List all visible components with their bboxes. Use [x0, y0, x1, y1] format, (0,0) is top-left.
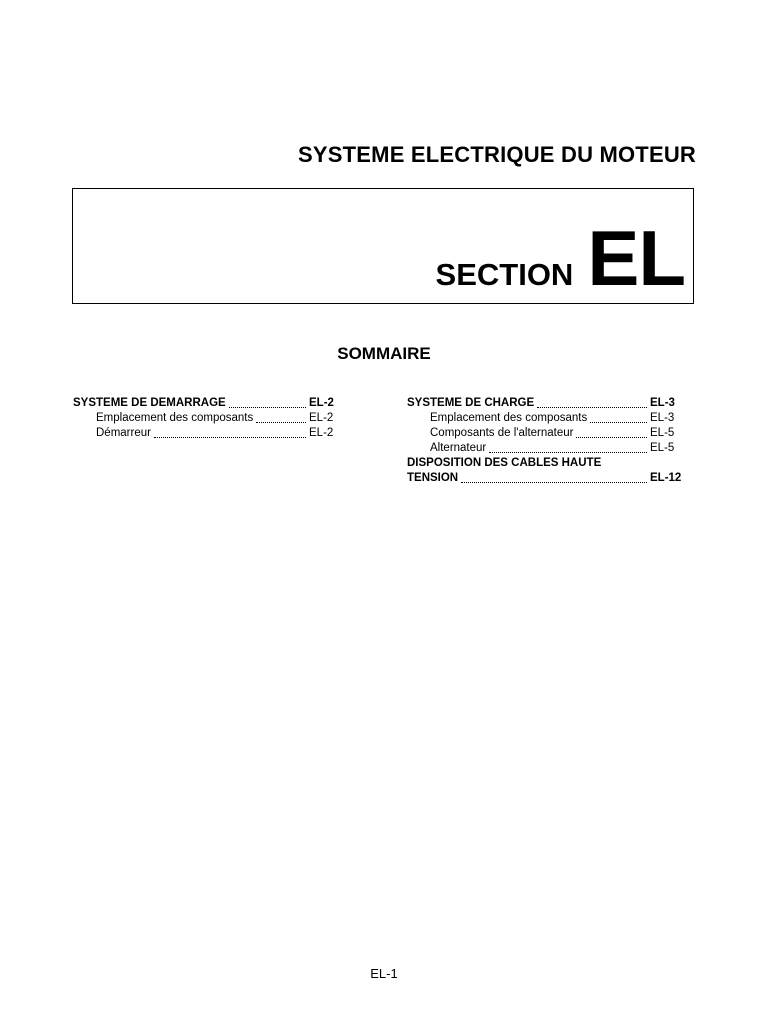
toc-entry-page: EL-12 [650, 472, 682, 484]
toc-leader-dots [154, 437, 306, 438]
toc-leader-dots [590, 422, 647, 423]
toc-entry-label: Emplacement des composants [430, 412, 588, 424]
toc-entry-line2 [407, 471, 686, 486]
toc-entry-label: SYSTEME DE CHARGE [407, 397, 535, 409]
toc-entry-wrapped[interactable] [407, 456, 686, 486]
main-title: SYSTEME ELECTRIQUE DU MOTEUR [298, 142, 696, 167]
toc-entry-label: Démarreur [96, 427, 151, 439]
toc-entry[interactable] [73, 396, 345, 411]
section-heading [435, 213, 685, 302]
toc-entry[interactable] [73, 411, 345, 426]
toc-entry-label: Composants de l'alternateur [430, 427, 574, 439]
toc-heading: SOMMAIRE [337, 344, 431, 363]
toc-leader-dots [256, 422, 306, 423]
toc-entry-page: EL-5 [650, 442, 675, 454]
toc-leader-dots [537, 407, 647, 408]
toc-entry-page: EL-2 [309, 427, 334, 439]
toc-entry[interactable] [407, 411, 686, 426]
toc-entry-page: EL-5 [650, 427, 675, 439]
toc-entry[interactable] [407, 426, 686, 441]
toc-entry-page: EL-2 [309, 397, 334, 409]
toc-entry-label: Emplacement des composants [96, 412, 254, 424]
toc-leader-dots [576, 437, 647, 438]
toc-entry[interactable] [73, 426, 345, 441]
toc-entry-label: SYSTEME DE DEMARRAGE [73, 397, 226, 409]
toc-entry-label-line2: TENSION [407, 472, 459, 484]
toc-entry[interactable] [407, 441, 686, 456]
toc-entry-label-line1: DISPOSITION DES CABLES HAUTE [407, 457, 602, 469]
toc-entry-page: EL-3 [650, 412, 675, 424]
toc-entry[interactable] [407, 396, 686, 411]
toc-leader-dots [229, 407, 306, 408]
toc-entry-page: EL-3 [650, 397, 675, 409]
toc-entry-page: EL-2 [309, 412, 334, 424]
toc-leader-dots [489, 452, 647, 453]
section-word: SECTION [435, 256, 574, 292]
page-number: EL-1 [370, 966, 398, 981]
section-code: EL [587, 213, 685, 302]
toc-entry-label: Alternateur [430, 442, 487, 454]
section-box [72, 188, 694, 304]
toc-column-left [73, 396, 345, 441]
toc-leader-dots [461, 482, 647, 483]
toc-column-right [407, 396, 686, 486]
